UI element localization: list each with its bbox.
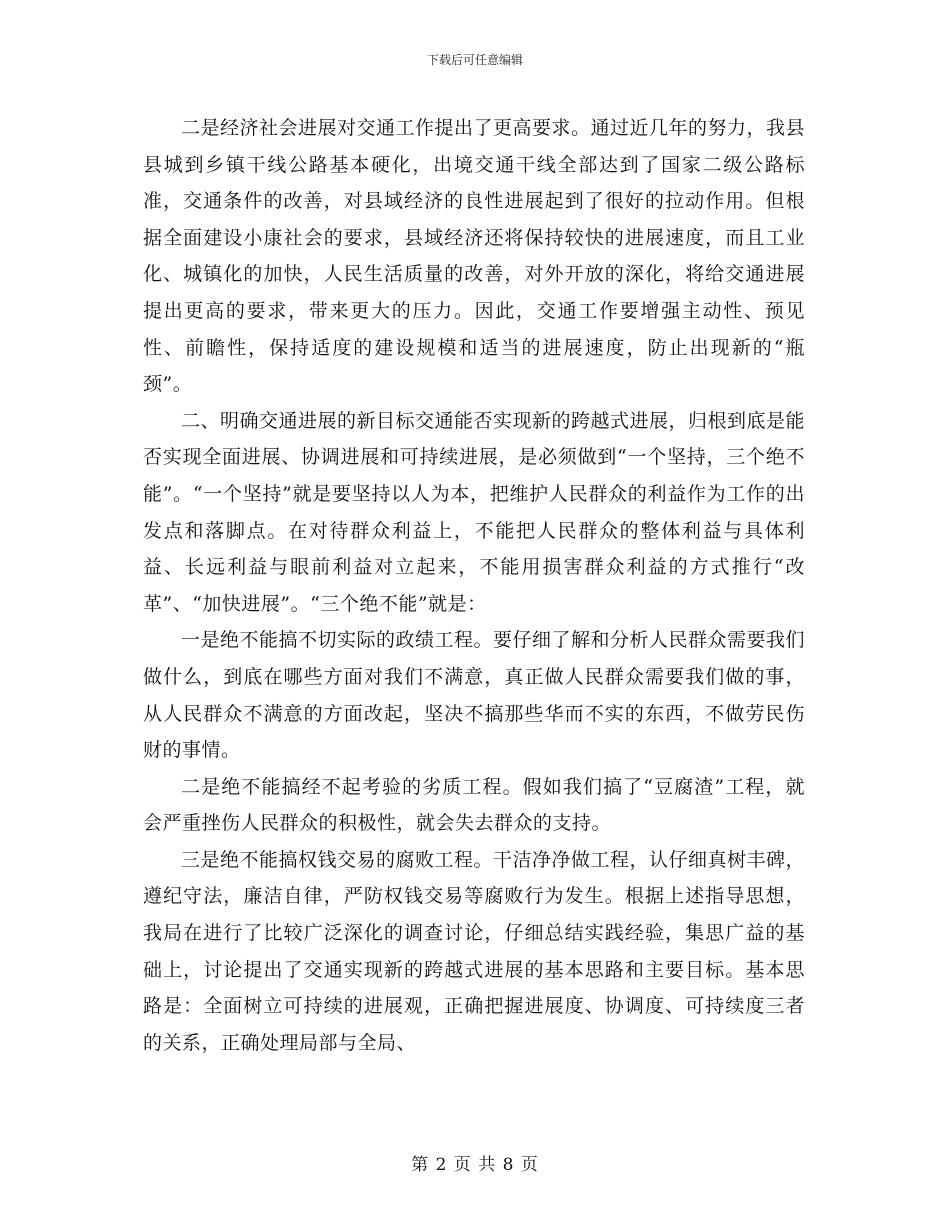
paragraph: 三是绝不能搞权钱交易的腐败工程。干洁净净做工程，认仔细真树丰碑，遵纪守法，廉洁自律，严防权钱交易等腐败行为发生。根据上述指导思想，我局在进行了比较广泛深化的调查讨论，仔细总结实践经验，集思广益的基础上，讨论提出了交通实现新的跨越式进展的基本思路和主要目标。基本思路是：全面树立可持续的进展观，正确把握进展度、协调度、可持续度三者的关系，正确处理局部与全局、 <box>143 848 806 1054</box>
paragraph: 二是绝不能搞经不起考验的劣质工程。假如我们搞了“豆腐渣”工程，就会严重挫伤人民群众的积极性，就会失去群众的支持。 <box>143 775 805 835</box>
paragraph: 二是经济社会进展对交通工作提出了更高要求。通过近几年的努力，我县县城到乡镇干线公路基本硬化，出境交通干线全部达到了国家二级公路标准，交通条件的改善，对县域经济的良性进展起到了很好的拉动作用。但根据全面建设小康社会的要求，县域经济还将保持较快的进展速度，而且工业化、城镇化的加快，人民生活质量的改善，对外开放的深化，将给交通进展提出更高的要求，带来更大的压力。因此，交通工作要增强主动性、预见性、前瞻性，保持适度的建设规模和适当的进展速度，防止出现新的“瓶颈”。 <box>143 117 806 396</box>
page-number-footer: 第 2 页 共 8 页 <box>411 1155 539 1175</box>
paragraph: 二、明确交通进展的新目标交通能否实现新的跨越式进展，归根到底是能否实现全面进展、协调进展和可持续进展，是必须做到“一个坚持，三个绝不能”。“一个坚持”就是要坚持以人为本，把维护人民群众的利益作为工作的出发点和落脚点。在对待群众利益上，不能把人民群众的整体利益与具体利益、长远利益与眼前利益对立起来，不能用损害群众利益的方式推行“改革”、“加快进展”。“三个绝不能”就是： <box>143 409 806 615</box>
page-header: 下载后可任意编辑 <box>426 53 523 67</box>
paragraph: 一是绝不能搞不切实际的政绩工程。要仔细了解和分析人民群众需要我们做什么，到底在哪些方面对我们不满意，真正做人民群众需要我们做的事，从人民群众不满意的方面改起，坚决不搞那些华而不实的东西，不做劳民伤财的事情。 <box>143 629 806 762</box>
document-body <box>143 110 805 1061</box>
